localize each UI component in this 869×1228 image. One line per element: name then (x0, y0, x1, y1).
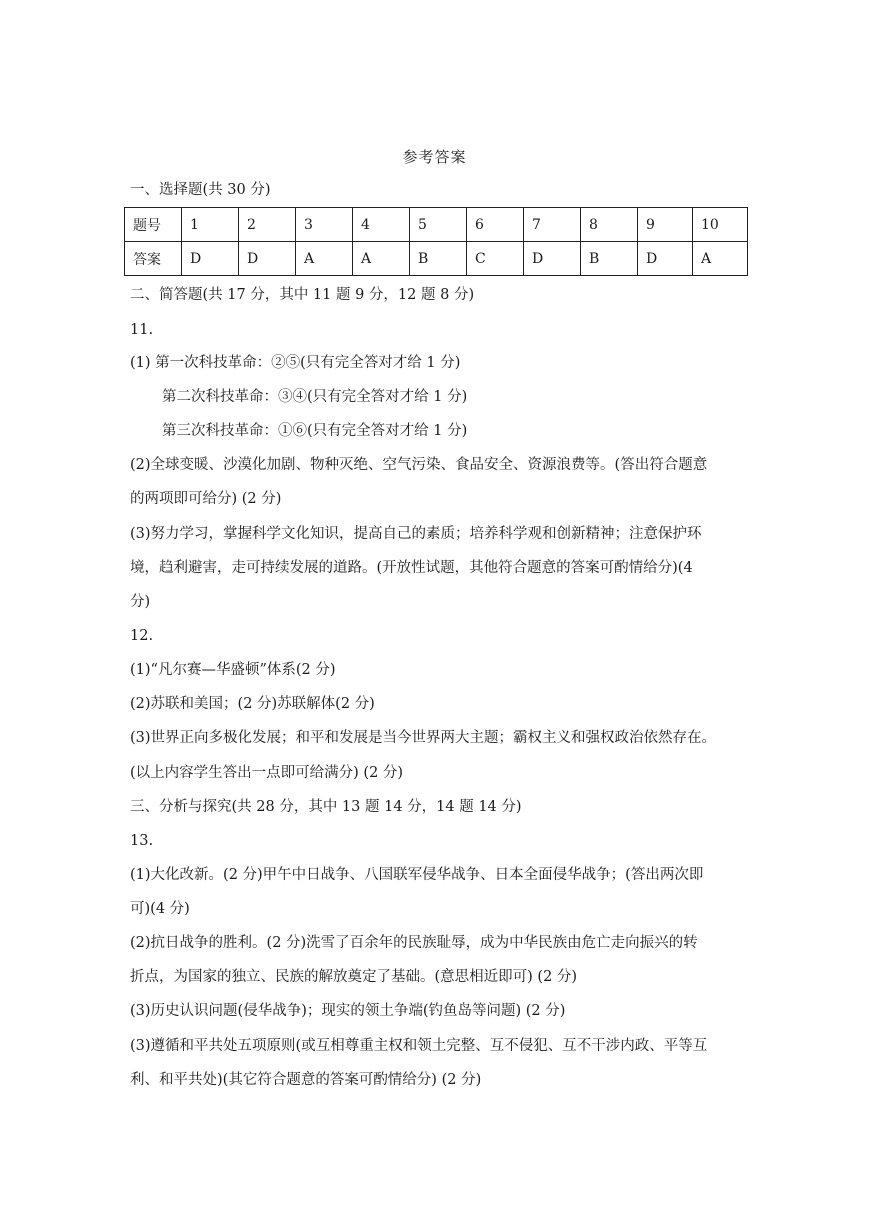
table-cell: 6 (467, 208, 524, 242)
q13-part1-line1: (1)大化改新。(2 分)甲午中日战争、八国联军侵华战争、日本全面侵华战争；(答出两次即 (130, 867, 704, 883)
table-row-numbers (125, 208, 748, 242)
section-1-heading: 一、选择题(共 30 分) (130, 182, 271, 198)
q12-part1: (1)“凡尔赛—华盛顿”体系(2 分) (130, 662, 336, 678)
table-cell: 10 (693, 208, 748, 242)
question-12-number: 12. (130, 628, 154, 644)
table-cell: D (524, 242, 581, 276)
table-cell: 7 (524, 208, 581, 242)
q13-part2-line1: (2)抗日战争的胜利。(2 分)洗雪了百余年的民族耻辱，成为中华民族由危亡走向振兴的转 (130, 935, 698, 951)
q12-part2: (2)苏联和美国；(2 分)苏联解体(2 分) (130, 696, 375, 712)
table-cell: 2 (239, 208, 296, 242)
answer-table (124, 207, 748, 276)
table-cell: 4 (353, 208, 410, 242)
table-cell: C (467, 242, 524, 276)
question-11-number: 11. (130, 322, 154, 338)
table-cell: 8 (581, 208, 638, 242)
table-row-answers (125, 242, 748, 276)
q11-part1-line3: 第三次科技革命：①⑥(只有完全答对才给 1 分) (162, 423, 468, 439)
table-cell: 1 (182, 208, 239, 242)
table-cell: A (693, 242, 748, 276)
q11-part3-line3: 分) (130, 594, 151, 610)
section-3-heading: 三、分析与探究(共 28 分，其中 13 题 14 分，14 题 14 分) (130, 799, 522, 815)
q13-part4-line1: (3)遵循和平共处五项原则(或互相尊重主权和领土完整、互不侵犯、互不干涉内政、平等互 (130, 1038, 708, 1054)
q11-part1-line1: (1) 第一次科技革命：②⑤(只有完全答对才给 1 分) (130, 355, 461, 371)
q11-part3-line1: (3)努力学习，掌握科学文化知识，提高自己的素质；培养科学观和创新精神；注意保护环 (130, 526, 702, 542)
table-header-answer: 答案 (125, 242, 182, 276)
q11-part3-line2: 境，趋利避害，走可持续发展的道路。(开放性试题，其他符合题意的答案可酌情给分)(4 (130, 560, 693, 576)
table-cell: B (581, 242, 638, 276)
table-cell: D (638, 242, 693, 276)
q13-part3: (3)历史认识问题(侵华战争)；现实的领土争端(钓鱼岛等问题) (2 分) (130, 1003, 566, 1019)
table-cell: B (410, 242, 467, 276)
section-2-heading: 二、简答题(共 17 分，其中 11 题 9 分，12 题 8 分) (130, 287, 475, 303)
q11-part1-line2: 第二次科技革命：③④(只有完全答对才给 1 分) (162, 389, 468, 405)
page-title: 参考答案 (402, 148, 467, 166)
table-cell: 9 (638, 208, 693, 242)
table-cell: 5 (410, 208, 467, 242)
table-cell: A (353, 242, 410, 276)
q11-part2-line2: 的两项即可给分) (2 分) (130, 491, 282, 507)
q12-part3-line2: (以上内容学生答出一点即可给满分) (2 分) (130, 765, 404, 781)
q12-part3-line1: (3)世界正向多极化发展；和平和发展是当今世界两大主题；霸权主义和强权政治依然存在。 (130, 730, 717, 746)
table-header-question-number: 题号 (125, 208, 182, 242)
q13-part1-line2: 可)(4 分) (130, 901, 190, 917)
table-cell: D (182, 242, 239, 276)
q13-part4-line2: 利、和平共处)(其它符合题意的答案可酌情给分) (2 分) (130, 1072, 482, 1088)
q11-part2-line1: (2)全球变暖、沙漠化加剧、物种灭绝、空气污染、食品安全、资源浪费等。(答出符合题意 (130, 457, 708, 473)
question-13-number: 13. (130, 833, 154, 849)
q13-part2-line2: 折点，为国家的独立、民族的解放奠定了基础。(意思相近即可) (2 分) (130, 969, 578, 985)
table-cell: 3 (296, 208, 353, 242)
table-cell: D (239, 242, 296, 276)
table-cell: A (296, 242, 353, 276)
